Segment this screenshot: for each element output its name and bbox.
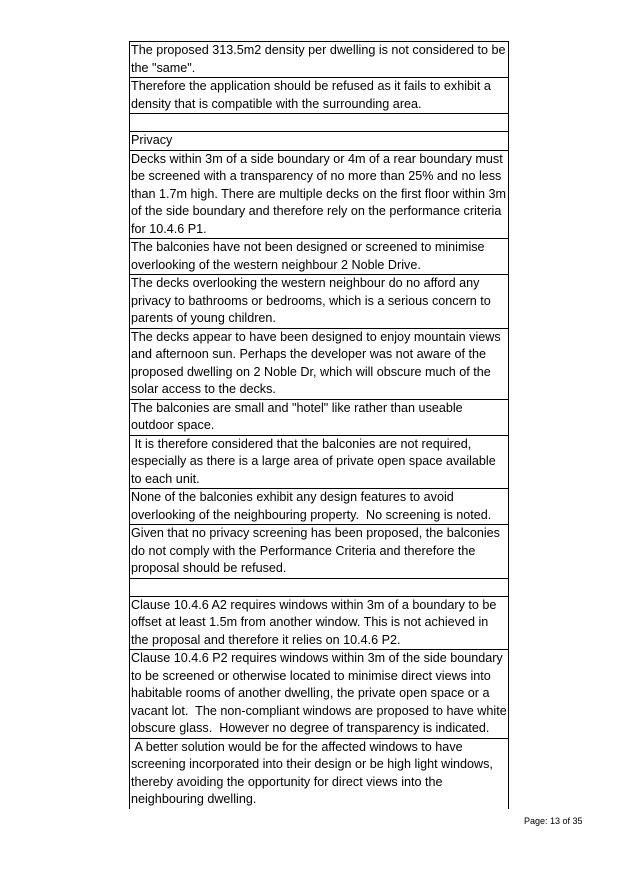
table-cell: Decks within 3m of a side boundary or 4m of a rear boundary must be screened with a transparency of no more than 25% and no less than 1.7m high. There are multiple decks on the first floor within 3m of the side boundary and therefore rely on the performance criteria for 10.4.6 P1. [130, 150, 509, 239]
table-cell: Given that no privacy screening has been proposed, the balconies do not comply with the Performance Criteria and therefore the proposal should be refused. [130, 525, 509, 579]
table-row [130, 489, 509, 525]
table-cell: The decks overlooking the western neighbour do no afford any privacy to bathrooms or bedrooms, which is a serious concern to parents of young children. [130, 275, 509, 329]
table-cell: The balconies are small and "hotel" like rather than useable outdoor space. [130, 399, 509, 435]
table-cell [130, 578, 509, 596]
table-row [130, 525, 509, 579]
table-cell: It is therefore considered that the balconies are not required, especially as there is a large area of private open space available to each unit. [130, 435, 509, 489]
table-row [130, 150, 509, 239]
table-cell: Clause 10.4.6 P2 requires windows within 3m of the side boundary to be screened or otherwise located to minimise direct views into habitable rooms of another dwelling, the private open space or a vacant lot. The non-compliant windows are proposed to have white obscure glass. However no degree of transparency is indicated. [130, 650, 509, 739]
table-row [130, 78, 509, 114]
page-number: Page: 13 of 35 [524, 816, 583, 826]
table-row [130, 578, 509, 596]
table-row [130, 435, 509, 489]
section-heading-privacy: Privacy [130, 132, 509, 151]
table-cell: Clause 10.4.6 A2 requires windows within 3m of a boundary to be offset at least 1.5m from another window. This is not achieved in the proposal and therefore it relies on 10.4.6 P2. [130, 596, 509, 650]
table-row [130, 114, 509, 132]
table-row [130, 738, 509, 809]
table-row [130, 239, 509, 275]
table-row [130, 399, 509, 435]
table-cell: None of the balconies exhibit any design features to avoid overlooking of the neighbouring property. No screening is noted. [130, 489, 509, 525]
table-row [130, 328, 509, 399]
table-cell: The proposed 313.5m2 density per dwelling is not considered to be the "same". [130, 42, 509, 78]
table-cell: Therefore the application should be refused as it fails to exhibit a density that is compatible with the surrounding area. [130, 78, 509, 114]
table-cell: The balconies have not been designed or screened to minimise overlooking of the western neighbour 2 Noble Drive. [130, 239, 509, 275]
table-row [130, 132, 509, 151]
table-row [130, 275, 509, 329]
content-table [129, 41, 509, 809]
table-cell [130, 114, 509, 132]
table-row [130, 596, 509, 650]
table-cell: The decks appear to have been designed to enjoy mountain views and afternoon sun. Perhaps the developer was not aware of the proposed dwelling on 2 Noble Dr, which will obscure much of the solar access to the decks. [130, 328, 509, 399]
table-cell: A better solution would be for the affected windows to have screening incorporated into their design or be high light windows, thereby avoiding the opportunity for direct views into the neighbouring dwelling. [130, 738, 509, 809]
table-row [130, 42, 509, 78]
table-row [130, 650, 509, 739]
